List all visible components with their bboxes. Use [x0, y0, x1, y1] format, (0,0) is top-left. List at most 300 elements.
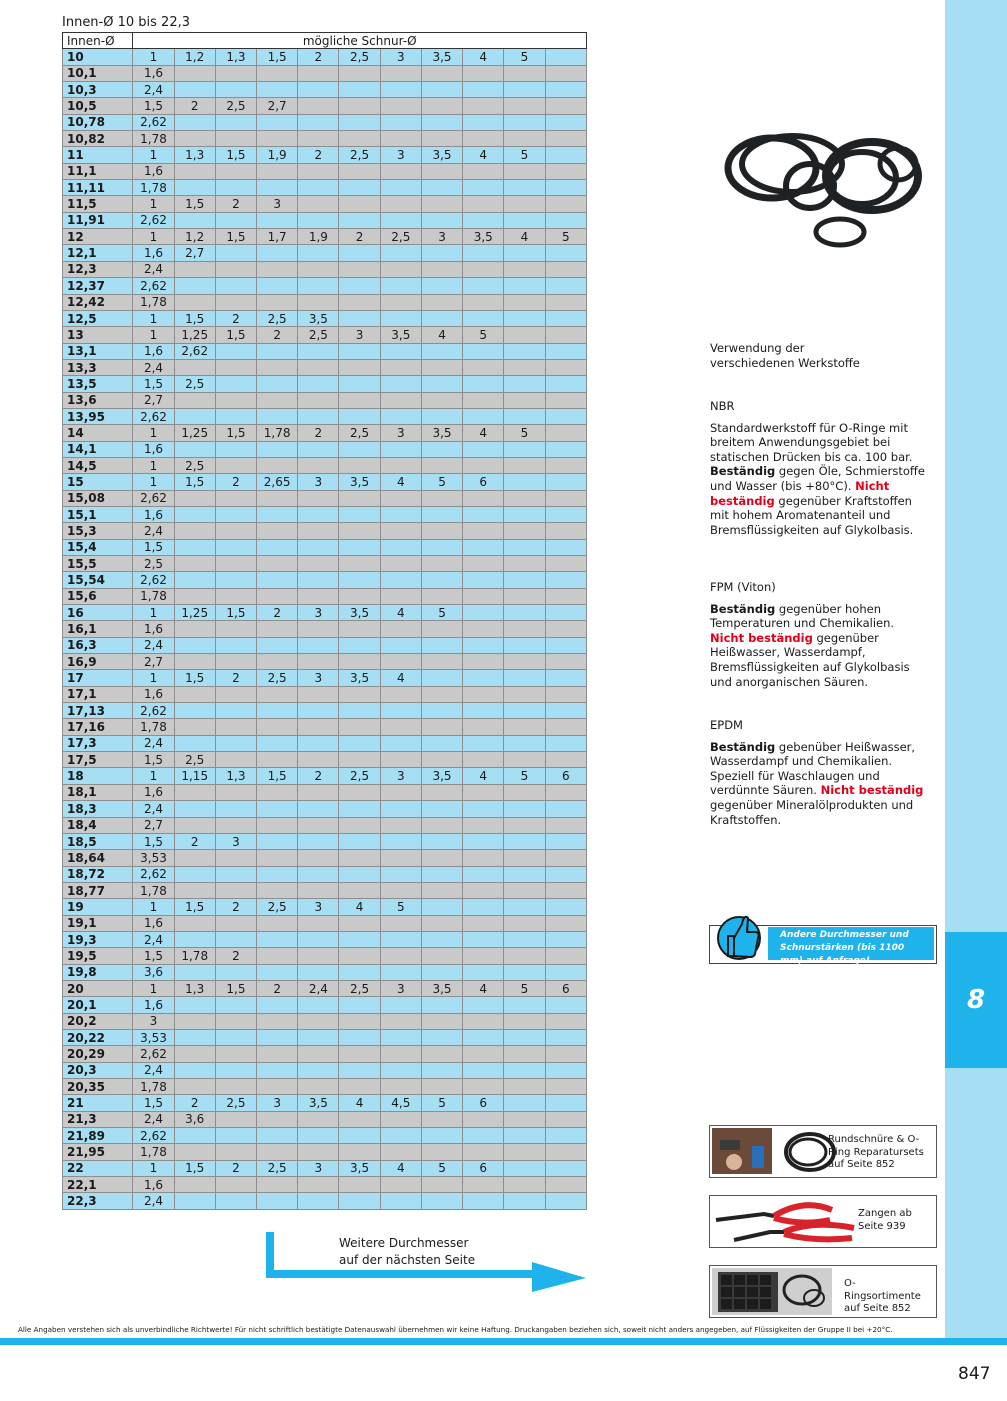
cord-diameter-cell [298, 65, 339, 81]
cord-diameter-cell: 2,62 [133, 490, 174, 506]
cord-diameter-cell [504, 392, 545, 408]
cord-diameter-cell: 5 [545, 229, 586, 245]
inner-diameter-cell: 19,3 [63, 931, 133, 947]
cord-diameter-cell: 5 [504, 147, 545, 163]
cord-diameter-cell [504, 882, 545, 898]
cord-diameter-cell [463, 163, 504, 179]
table-row [63, 523, 587, 539]
table-row [63, 866, 587, 882]
inner-diameter-cell: 17,3 [63, 735, 133, 751]
cord-diameter-cell [339, 523, 380, 539]
inner-diameter-cell: 14,5 [63, 457, 133, 473]
cord-diameter-cell [504, 490, 545, 506]
inner-diameter-cell: 15,6 [63, 588, 133, 604]
cord-diameter-cell [380, 866, 421, 882]
cord-diameter-cell [545, 310, 586, 326]
cord-diameter-cell [215, 931, 256, 947]
cord-diameter-cell [257, 915, 298, 931]
cord-diameter-cell [257, 1144, 298, 1160]
cord-diameter-cell [545, 1095, 586, 1111]
cord-diameter-cell [463, 997, 504, 1013]
cord-diameter-cell: 1,6 [133, 245, 174, 261]
cord-diameter-cell [421, 588, 462, 604]
cord-diameter-cell [421, 212, 462, 228]
cord-diameter-cell [298, 572, 339, 588]
cord-diameter-cell [174, 931, 215, 947]
cord-diameter-cell: 2 [215, 310, 256, 326]
table-row [63, 1111, 587, 1127]
cord-diameter-cell [298, 490, 339, 506]
cord-diameter-cell: 3,5 [421, 980, 462, 996]
cord-diameter-cell [380, 1062, 421, 1078]
cord-diameter-cell: 2,4 [133, 1062, 174, 1078]
cord-diameter-cell [298, 948, 339, 964]
cord-diameter-cell: 2,62 [133, 866, 174, 882]
cord-diameter-cell [298, 556, 339, 572]
cord-diameter-cell [339, 572, 380, 588]
cord-diameter-cell [545, 1029, 586, 1045]
cord-diameter-cell [545, 948, 586, 964]
cord-diameter-cell [215, 882, 256, 898]
cord-diameter-cell: 1,2 [174, 49, 215, 65]
cord-diameter-cell: 1,6 [133, 621, 174, 637]
cord-diameter-cell [504, 1111, 545, 1127]
oring-size-table [62, 32, 587, 1210]
cord-diameter-cell [257, 294, 298, 310]
cord-diameter-cell [298, 850, 339, 866]
table-row [63, 882, 587, 898]
cord-diameter-cell [257, 1111, 298, 1127]
cord-diameter-cell [545, 441, 586, 457]
cord-diameter-cell [421, 261, 462, 277]
table-row [63, 833, 587, 849]
table-row [63, 98, 587, 114]
cord-diameter-cell [339, 931, 380, 947]
cord-diameter-cell [504, 572, 545, 588]
cord-diameter-cell [380, 261, 421, 277]
cord-diameter-cell [257, 376, 298, 392]
table-row [63, 82, 587, 98]
cord-diameter-cell [380, 915, 421, 931]
cord-diameter-cell [421, 931, 462, 947]
cord-diameter-cell [545, 1079, 586, 1095]
cord-diameter-cell [463, 784, 504, 800]
cord-diameter-cell [339, 1111, 380, 1127]
cord-diameter-cell: 2 [257, 327, 298, 343]
table-row [63, 572, 587, 588]
cord-diameter-cell [174, 1177, 215, 1193]
cord-diameter-cell [463, 131, 504, 147]
table-row [63, 245, 587, 261]
cord-diameter-cell: 1,25 [174, 425, 215, 441]
table-row [63, 408, 587, 424]
inner-diameter-cell: 12,1 [63, 245, 133, 261]
cord-diameter-cell [545, 474, 586, 490]
cord-diameter-cell [215, 506, 256, 522]
table-row [63, 1144, 587, 1160]
cord-diameter-cell [339, 1079, 380, 1095]
table-row [63, 229, 587, 245]
cord-diameter-cell [380, 654, 421, 670]
inner-diameter-cell: 15 [63, 474, 133, 490]
cord-diameter-cell: 6 [545, 980, 586, 996]
cord-diameter-cell [545, 719, 586, 735]
cord-diameter-cell [174, 131, 215, 147]
cord-diameter-cell [380, 931, 421, 947]
cord-diameter-cell [298, 703, 339, 719]
cord-diameter-cell [174, 539, 215, 555]
table-row [63, 605, 587, 621]
cord-diameter-cell: 2,62 [174, 343, 215, 359]
inner-diameter-cell: 11,5 [63, 196, 133, 212]
cord-diameter-cell [380, 82, 421, 98]
cord-diameter-cell [545, 506, 586, 522]
cord-diameter-cell [380, 556, 421, 572]
cord-diameter-cell [545, 964, 586, 980]
cord-diameter-cell: 2,4 [133, 801, 174, 817]
cord-diameter-cell [298, 82, 339, 98]
cord-diameter-cell [339, 752, 380, 768]
cord-diameter-cell [215, 997, 256, 1013]
cord-diameter-cell [463, 310, 504, 326]
cord-diameter-cell [339, 408, 380, 424]
cord-diameter-cell: 3 [380, 980, 421, 996]
cord-diameter-cell [504, 670, 545, 686]
cord-diameter-cell [298, 376, 339, 392]
cord-diameter-cell [298, 588, 339, 604]
cord-diameter-cell: 1 [133, 605, 174, 621]
cord-diameter-cell [421, 343, 462, 359]
cord-diameter-cell: 3,5 [298, 310, 339, 326]
inner-diameter-cell: 18,77 [63, 882, 133, 898]
cord-diameter-cell: 1 [133, 457, 174, 473]
cord-diameter-cell: 2,4 [298, 980, 339, 996]
cord-diameter-cell [463, 523, 504, 539]
cord-diameter-cell [463, 261, 504, 277]
cord-diameter-cell: 1,78 [133, 719, 174, 735]
cord-diameter-cell [298, 1111, 339, 1127]
cord-diameter-cell: 5 [380, 899, 421, 915]
cord-diameter-cell [257, 490, 298, 506]
table-row [63, 1062, 587, 1078]
cord-diameter-cell [504, 997, 545, 1013]
cord-diameter-cell [257, 964, 298, 980]
continue-note: Weitere Durchmesser auf der nächsten Seite [339, 1236, 476, 1267]
cord-diameter-cell [174, 1062, 215, 1078]
cord-diameter-cell [174, 572, 215, 588]
cord-diameter-cell [504, 163, 545, 179]
cord-diameter-cell [463, 588, 504, 604]
cord-diameter-cell [545, 605, 586, 621]
cord-diameter-cell: 4 [463, 768, 504, 784]
cord-diameter-cell: 1,5 [215, 147, 256, 163]
cord-diameter-cell [174, 163, 215, 179]
cord-diameter-cell [257, 654, 298, 670]
cord-diameter-cell: 1,5 [257, 49, 298, 65]
inner-diameter-cell: 16,1 [63, 621, 133, 637]
footer-line [0, 1338, 1007, 1345]
cord-diameter-cell: 3 [133, 1013, 174, 1029]
cord-diameter-cell [545, 114, 586, 130]
cord-diameter-cell [463, 392, 504, 408]
cord-diameter-cell [215, 964, 256, 980]
cord-diameter-cell [298, 1046, 339, 1062]
inner-diameter-cell: 18,5 [63, 833, 133, 849]
cord-diameter-cell [504, 457, 545, 473]
header-inner-diameter: Innen-Ø [63, 33, 133, 49]
cord-diameter-cell [463, 408, 504, 424]
inner-diameter-cell: 20,3 [63, 1062, 133, 1078]
cord-diameter-cell: 1 [133, 229, 174, 245]
table-row [63, 703, 587, 719]
table-row [63, 474, 587, 490]
cord-diameter-cell [463, 212, 504, 228]
cord-diameter-cell [339, 65, 380, 81]
cord-diameter-cell [339, 817, 380, 833]
cord-diameter-cell [545, 147, 586, 163]
reference-text: Rundschnüre & O-Ring Reparatursets auf Seite 852 [828, 1134, 924, 1171]
cord-diameter-cell: 1,5 [215, 229, 256, 245]
chapter-number: 8 [966, 985, 986, 1015]
cord-diameter-cell [380, 1046, 421, 1062]
cord-diameter-cell [545, 931, 586, 947]
cord-diameter-cell: 1,5 [215, 605, 256, 621]
cord-diameter-cell [339, 948, 380, 964]
cord-diameter-cell [257, 1046, 298, 1062]
cord-diameter-cell [463, 114, 504, 130]
table-row [63, 180, 587, 196]
cord-diameter-cell [545, 637, 586, 653]
cord-diameter-cell: 1 [133, 474, 174, 490]
cord-diameter-cell: 1,78 [174, 948, 215, 964]
tip-box [709, 925, 937, 964]
cord-diameter-cell [174, 1079, 215, 1095]
cord-diameter-cell: 3,5 [421, 425, 462, 441]
cord-diameter-cell: 1,78 [133, 1079, 174, 1095]
cord-diameter-cell [421, 441, 462, 457]
cord-diameter-cell [257, 82, 298, 98]
cord-diameter-cell [463, 833, 504, 849]
cord-diameter-cell [463, 670, 504, 686]
cord-diameter-cell [463, 294, 504, 310]
cord-diameter-cell [504, 245, 545, 261]
cord-diameter-cell [463, 752, 504, 768]
inner-diameter-cell: 10,5 [63, 98, 133, 114]
cord-diameter-cell [174, 359, 215, 375]
inner-diameter-cell: 19 [63, 899, 133, 915]
inner-diameter-cell: 20,29 [63, 1046, 133, 1062]
cord-diameter-cell: 3 [215, 833, 256, 849]
cord-diameter-cell [298, 539, 339, 555]
cord-diameter-cell [339, 441, 380, 457]
inner-diameter-cell: 16,9 [63, 654, 133, 670]
cord-diameter-cell [174, 964, 215, 980]
cord-diameter-cell [380, 719, 421, 735]
cord-diameter-cell [298, 1079, 339, 1095]
cord-diameter-cell [257, 441, 298, 457]
cord-diameter-cell [298, 997, 339, 1013]
cord-diameter-cell [463, 572, 504, 588]
cord-diameter-cell [504, 474, 545, 490]
cord-diameter-cell: 4 [463, 980, 504, 996]
cord-diameter-cell [545, 997, 586, 1013]
cord-diameter-cell [463, 719, 504, 735]
cord-diameter-cell [380, 817, 421, 833]
cord-diameter-cell [545, 1144, 586, 1160]
table-row [63, 964, 587, 980]
table-row [63, 294, 587, 310]
cord-diameter-cell [380, 294, 421, 310]
inner-diameter-cell: 15,1 [63, 506, 133, 522]
cord-diameter-cell [257, 997, 298, 1013]
inner-diameter-cell: 17,5 [63, 752, 133, 768]
table-row [63, 49, 587, 65]
cord-diameter-cell [421, 686, 462, 702]
cord-diameter-cell [339, 376, 380, 392]
cord-diameter-cell [339, 850, 380, 866]
cord-diameter-cell [421, 1193, 462, 1209]
cord-diameter-cell [215, 212, 256, 228]
table-row [63, 817, 587, 833]
cord-diameter-cell [545, 212, 586, 228]
cord-diameter-cell [215, 539, 256, 555]
cord-diameter-cell [545, 850, 586, 866]
cord-diameter-cell [380, 180, 421, 196]
inner-diameter-cell: 22,1 [63, 1177, 133, 1193]
cord-diameter-cell: 2 [215, 670, 256, 686]
cord-diameter-cell [257, 801, 298, 817]
cord-diameter-cell: 4 [463, 425, 504, 441]
cord-diameter-cell [504, 408, 545, 424]
cord-diameter-cell: 1 [133, 49, 174, 65]
cord-diameter-cell [215, 866, 256, 882]
cord-diameter-cell: 1,15 [174, 768, 215, 784]
cord-diameter-cell: 1 [133, 147, 174, 163]
cord-diameter-cell [421, 523, 462, 539]
cord-diameter-cell: 2 [298, 49, 339, 65]
cord-diameter-cell [463, 899, 504, 915]
cord-diameter-cell [504, 359, 545, 375]
cord-diameter-cell [174, 392, 215, 408]
cord-diameter-cell [215, 915, 256, 931]
cord-diameter-cell: 4,5 [380, 1095, 421, 1111]
cord-diameter-cell [339, 392, 380, 408]
table-row [63, 392, 587, 408]
cord-diameter-cell: 4 [339, 899, 380, 915]
cord-diameter-cell: 1,5 [133, 948, 174, 964]
cord-diameter-cell [298, 964, 339, 980]
inner-diameter-cell: 22 [63, 1160, 133, 1176]
cord-diameter-cell [339, 1193, 380, 1209]
cord-diameter-cell [421, 948, 462, 964]
inner-diameter-cell: 13,3 [63, 359, 133, 375]
oring-assortment-icon [712, 1268, 832, 1315]
cord-diameter-cell: 1,7 [257, 229, 298, 245]
cord-diameter-cell [463, 882, 504, 898]
cord-diameter-cell [380, 588, 421, 604]
cord-diameter-cell [421, 457, 462, 473]
cord-diameter-cell [215, 131, 256, 147]
cord-diameter-cell: 4 [380, 605, 421, 621]
cord-diameter-cell [215, 65, 256, 81]
cord-diameter-cell [463, 1193, 504, 1209]
cord-diameter-cell [463, 343, 504, 359]
cord-diameter-cell [504, 964, 545, 980]
cord-diameter-cell [545, 425, 586, 441]
cord-diameter-cell [545, 588, 586, 604]
table-title: Innen-Ø 10 bis 22,3 [62, 15, 190, 30]
cord-diameter-cell: 1,3 [215, 768, 256, 784]
cord-diameter-cell [545, 261, 586, 277]
cord-diameter-cell: 2,62 [133, 114, 174, 130]
cord-diameter-cell: 5 [421, 1095, 462, 1111]
cord-diameter-cell: 2,5 [339, 49, 380, 65]
cord-diameter-cell [339, 1029, 380, 1045]
cord-diameter-cell: 2,5 [339, 980, 380, 996]
cord-diameter-cell [298, 261, 339, 277]
fpm-section [710, 580, 930, 689]
inner-diameter-cell: 21,95 [63, 1144, 133, 1160]
cord-diameter-cell [545, 882, 586, 898]
cord-diameter-cell [215, 572, 256, 588]
cord-diameter-cell [504, 1144, 545, 1160]
cord-diameter-cell [421, 359, 462, 375]
cord-diameter-cell: 6 [463, 1160, 504, 1176]
cord-diameter-cell: 3,5 [339, 1160, 380, 1176]
disclaimer: Alle Angaben verstehen sich als unverbindliche Richtwerte! Für nicht schriftlich bestätigte Datenauswahl übernehmen wir keine Haftung. Druckangaben beziehen sich, soweit nicht anders angegeben, auf Flüssigkeiten der Gruppe II bei +20°C. [18, 1325, 893, 1334]
cord-diameter-cell [421, 817, 462, 833]
cord-diameter-cell: 4 [463, 147, 504, 163]
cord-diameter-cell [545, 49, 586, 65]
cord-diameter-cell [504, 441, 545, 457]
cord-diameter-cell [380, 964, 421, 980]
cord-diameter-cell: 1 [133, 670, 174, 686]
cord-diameter-cell: 2 [298, 425, 339, 441]
cord-diameter-cell: 1 [133, 768, 174, 784]
cord-diameter-cell [545, 1046, 586, 1062]
cord-diameter-cell [504, 261, 545, 277]
cord-diameter-cell [257, 882, 298, 898]
cord-diameter-cell [545, 359, 586, 375]
cord-diameter-cell [298, 1144, 339, 1160]
inner-diameter-cell: 15,5 [63, 556, 133, 572]
cord-diameter-cell [380, 1177, 421, 1193]
cord-diameter-cell [174, 82, 215, 98]
cord-diameter-cell [339, 686, 380, 702]
cord-diameter-cell [215, 1013, 256, 1029]
cord-diameter-cell [463, 65, 504, 81]
table-row [63, 719, 587, 735]
cord-diameter-cell [504, 327, 545, 343]
cord-diameter-cell: 1,6 [133, 163, 174, 179]
cord-diameter-cell [380, 703, 421, 719]
cord-diameter-cell [298, 457, 339, 473]
cord-diameter-cell [504, 1177, 545, 1193]
cord-diameter-cell [174, 588, 215, 604]
cord-diameter-cell [380, 506, 421, 522]
cord-diameter-cell [504, 719, 545, 735]
cord-diameter-cell [339, 784, 380, 800]
cord-diameter-cell [215, 801, 256, 817]
cord-diameter-cell [339, 294, 380, 310]
cord-diameter-cell [257, 588, 298, 604]
cord-diameter-cell [257, 948, 298, 964]
table-row [63, 506, 587, 522]
reference-text: Zangen ab Seite 939 [858, 1208, 912, 1232]
table-row [63, 850, 587, 866]
cord-diameter-cell [545, 556, 586, 572]
cord-diameter-cell [545, 180, 586, 196]
